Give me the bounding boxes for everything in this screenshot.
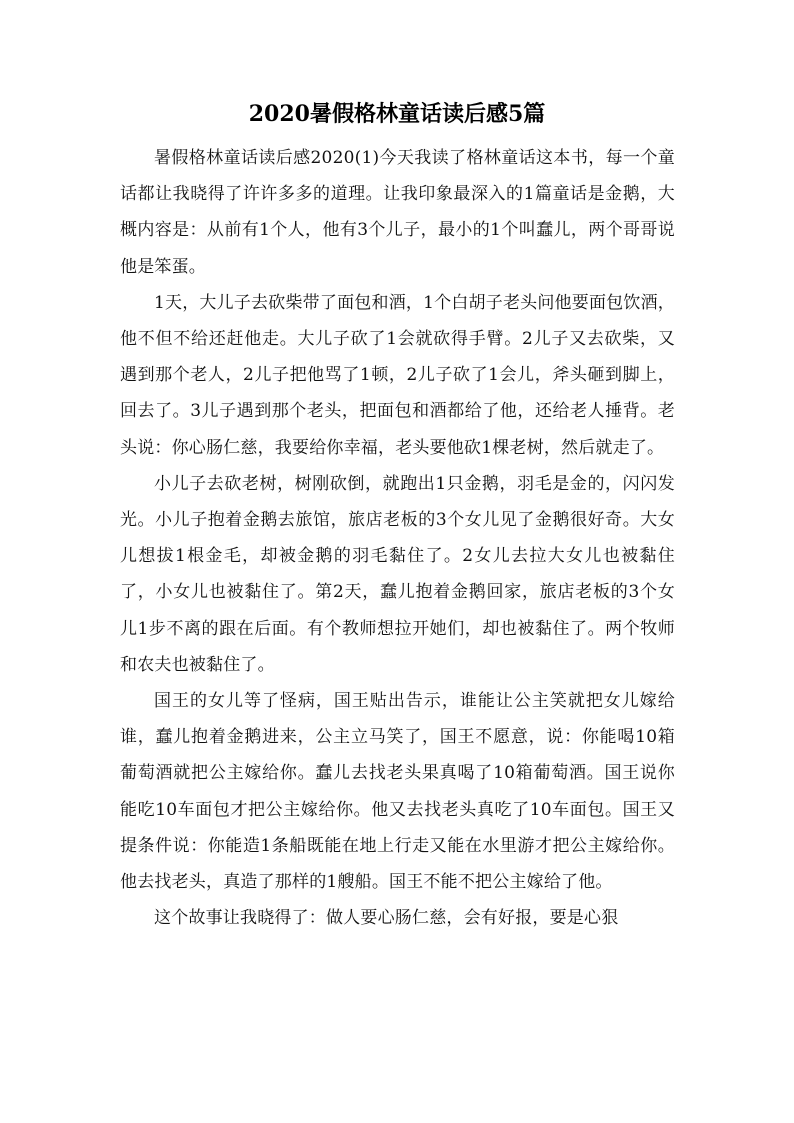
paragraph-3: 小儿子去砍老树，树刚砍倒，就跑出1只金鹅，羽毛是金的，闪闪发光。小儿子抱着金鹅去旅馆，旅店老板的3个女儿见了金鹅很好奇。大女儿想拔1根金毛，却被金鹅的羽毛黏住了。2女儿去拉大女儿也被黏住了，小女儿也被黏住了。第2天，蠢儿抱着金鹅回家，旅店老板的3个女儿1步不离的跟在后面。有个教师想拉开她们，却也被黏住了。两个牧师和农夫也被黏住了。 [120,473,675,675]
document-title: 2020暑假格林童话读后感5篇 [248,101,546,127]
paragraph-5: 这个故事让我晓得了：做人要心肠仁慈，会有好报，要是心狠 [154,908,619,929]
paragraph-4: 国王的女儿等了怪病，国王贴出告示，谁能让公主笑就把女儿嫁给谁，蠢儿抱着金鹅进来，公主立马笑了，国王不愿意，说：你能喝10箱葡萄酒就把公主嫁给你。蠢儿去找老头果真喝了10箱葡萄酒。国王说你能吃10车面包才把公主嫁给你。他又去找老头真吃了10车面包。国王又提条件说：你能造1条船既能在地上行走又能在水里游才把公主嫁给你。他去找老头，真造了那样的1艘船。国王不能不把公主嫁给了他。 [120,691,675,893]
paragraph-1: 暑假格林童话读后感2020(1)今天我读了格林童话这本书，每一个童话都让我晓得了许许多多的道理。让我印象最深入的1篇童话是金鹅，大概内容是：从前有1个人，他有3个儿子，最小的1个叫蠢儿，两个哥哥说他是笨蛋。 [120,148,675,277]
document-body [120,140,675,936]
paragraph-2: 1天，大儿子去砍柴带了面包和酒，1个白胡子老头问他要面包饮酒，他不但不给还赶他走。大儿子砍了1会就砍得手臂。2儿子又去砍柴，又遇到那个老人，2儿子把他骂了1顿，2儿子砍了1会儿，斧头砸到脚上，回去了。3儿子遇到那个老头，把面包和酒都给了他，还给老人捶背。老头说：你心肠仁慈，我要给你幸福，老头要他砍1棵老树，然后就走了。 [120,292,675,458]
